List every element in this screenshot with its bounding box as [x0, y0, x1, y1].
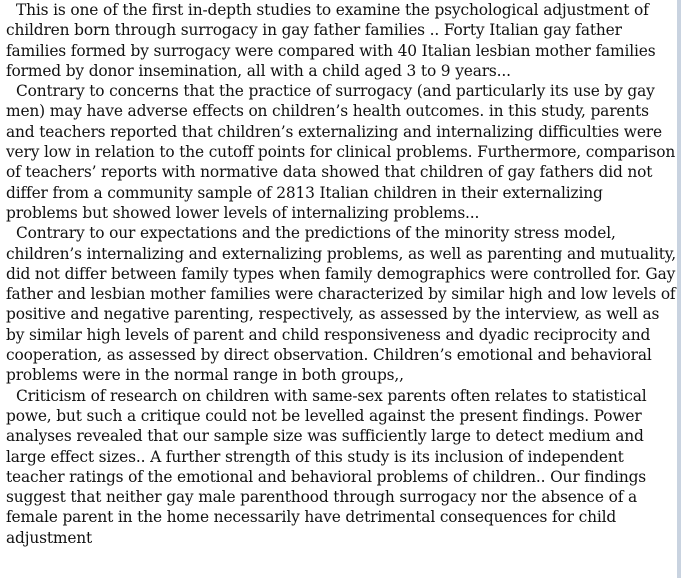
paragraph-criticism-findings: Criticism of research on children with same-sex parents often relates to statistical powe, but such a critique could not be levelled against the present findings. Power analyses revealed that our sample size was sufficiently large to detect medium and large effect sizes.. A further strength of this study is its inclusion of independent teacher ratings of the emotional and behavioral problems of children.. Our findings suggest that neither gay male parenthood through surrogacy nor the absence of a female parent in the home necessarily have detrimental consequences for child adjustment: [6, 386, 647, 547]
page-edge-divider: [677, 0, 681, 578]
paragraph-minority-stress: Contrary to our expectations and the predictions of the minority stress model, children’s internalizing and externalizing problems, as well as parenting and mutuality, did not differ between family types when family demographics were controlled for. Gay father and lesbian mother families were characterized by similar high and low levels of positive and negative parenting, respectively, as assessed by the interview, as well as by similar high levels of parent and child responsiveness and dyadic reciprocity and cooperation, as assessed by direct observation. Children’s emotional and behavioral problems were in the normal range in both groups,,: [6, 224, 677, 385]
paragraph-surrogacy-concerns: Contrary to concerns that the practice of surrogacy (and particularly its use by gay men) may have adverse effects on children’s health outcomes. in this study, parents and teachers reported that children’s externalizing and internalizing difficulties were very low in relation to the cutoff points for clinical problems. Furthermore, comparison of teachers’ reports with normative data showed that children of gay fathers did not differ from a community sample of 2813 Italian children in their externalizing problems but showed lower levels of internalizing problems...: [6, 82, 676, 222]
paragraph-study-intro: This is one of the first in-depth studies to examine the psychological adjustment of children born through surrogacy in gay father families .. Forty Italian gay father families formed by surrogacy were compared with 40 Italian lesbian mother families formed by donor insemination, all with a child aged 3 to 9 years...: [6, 1, 656, 80]
